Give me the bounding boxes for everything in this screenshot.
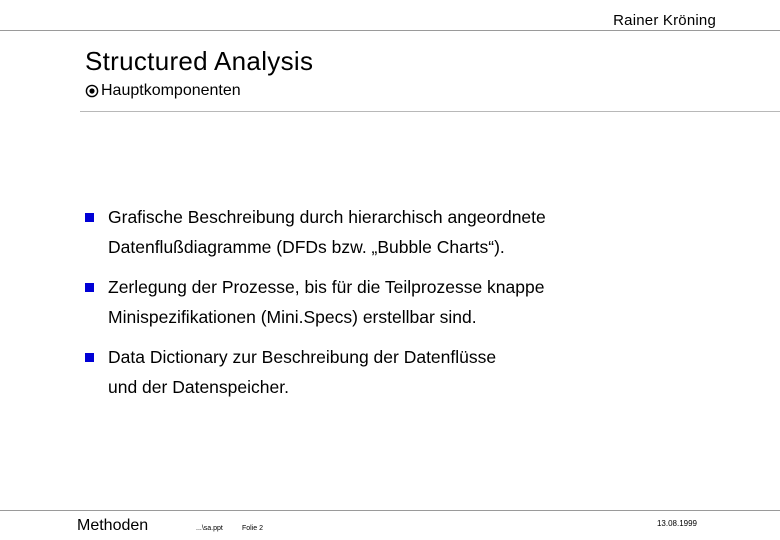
bullet-item xyxy=(85,272,685,332)
bullet-line: Grafische Beschreibung durch hierarchisch angeordnete xyxy=(108,207,546,227)
square-bullet-icon xyxy=(85,213,94,222)
bullet-list xyxy=(85,202,685,412)
subtitle-text: Hauptkomponenten xyxy=(101,82,241,99)
bullet-item xyxy=(85,202,685,262)
square-bullet-icon xyxy=(85,353,94,362)
header-divider xyxy=(0,30,780,31)
footer-slide-number: Folie 2 xyxy=(242,525,264,532)
square-bullet-icon xyxy=(85,283,94,292)
bullet-item xyxy=(85,342,685,402)
footer-course: Methoden xyxy=(77,517,149,534)
footer-date: 13.08.1999 xyxy=(656,519,697,528)
slide-subtitle xyxy=(85,82,241,100)
bullet-line: Zerlegung der Prozesse, bis für die Teilprozesse knappe xyxy=(108,277,545,297)
title-divider xyxy=(80,111,780,112)
bullet-line: Datenflußdiagramme (DFDs bzw. „Bubble Charts“). xyxy=(108,237,505,257)
author-name: Rainer Kröning xyxy=(613,12,716,29)
slide-title: Structured Analysis xyxy=(85,46,314,76)
bullet-line: und der Datenspeicher. xyxy=(108,377,289,397)
footer-divider xyxy=(0,510,780,511)
bullet-line: Minispezifikationen (Mini.Specs) erstellbar sind. xyxy=(108,307,477,327)
bullet-line: Data Dictionary zur Beschreibung der Datenflüsse xyxy=(108,347,497,367)
target-icon xyxy=(85,84,99,98)
footer-file-path: ...\sa.ppt xyxy=(196,525,223,532)
